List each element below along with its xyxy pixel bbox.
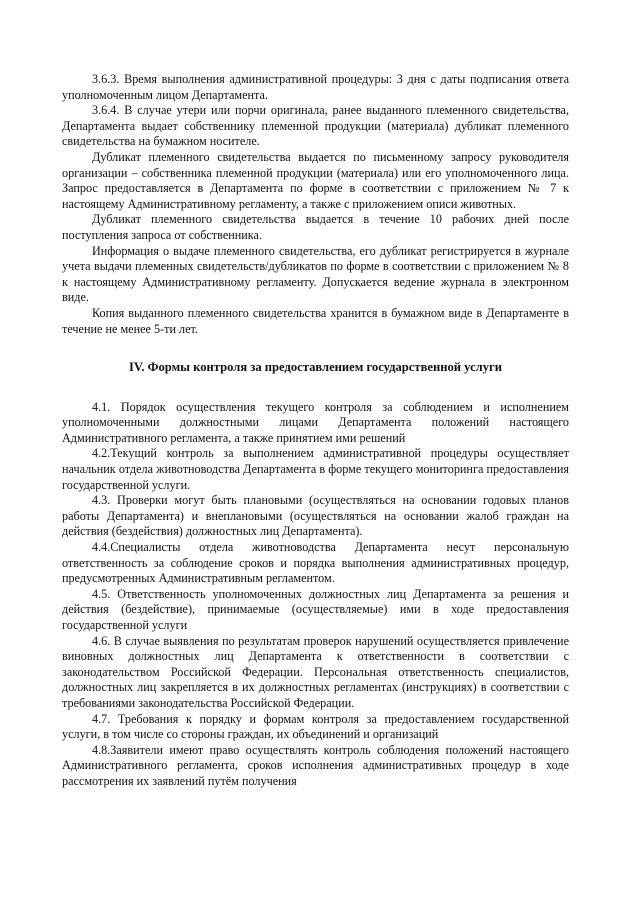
paragraph-4-7: 4.7. Требования к порядку и формам контроля за предоставлением государственной услуги, в том числе со стороны граждан, их объединений и организаций [62,711,569,742]
paragraph-4-3: 4.3. Проверки могут быть плановыми (осуществляться на основании годовых планов работы Департамента) и внеплановыми (осуществляться на основании жалоб граждан на действия (бездействия) должностных лиц Департамента). [62,493,569,539]
spacer [62,337,569,360]
paragraph-4-4: 4.4.Специалисты отдела животноводства Департамента несут персональную ответственность за соблюдение сроков и порядка выполнения административных процедур, предусмотренных Административным регламентом. [62,540,569,586]
paragraph-4-1: 4.1. Порядок осуществления текущего контроля за соблюдением и исполнением уполномоченными должностными лицами Департамента положений настоящего Административного регламента, а также принятием ими решений [62,399,569,445]
paragraph-4-2: 4.2.Текущий контроль за выполнением административной процедуры осуществляет начальник отдела животноводства Департамента в форме текущего мониторинга предоставления государственной услуги. [62,446,569,492]
paragraph-3-6-4: 3.6.4. В случае утери или порчи оригинала, ранее выданного племенного свидетельства, Департамента выдает собственнику племенной продукции (материала) дубликат племенного свидетельства на бумажном носителе. [62,103,569,149]
paragraph-duplicate-request: Дубликат племенного свидетельства выдается по письменному запросу руководителя организации – собственника племенной продукции (материала) или его уполномоченного лица. Запрос предоставляется в Департамента по форме в соответствии с приложением № 7 к настоящему Административному регламенту, а также с приложением описи животных. [62,149,569,211]
document-body [62,72,569,790]
section-heading: IV. Формы контроля за предоставлением государственной услуги [128,360,503,375]
paragraph-4-6: 4.6. В случае выявления по результатам проверок нарушений осуществляется привлечение виновных должностных лиц Департамента к ответственности в соответствии с законодательством Российской Федерации. Персональная ответственность специалистов, должностных лиц закрепляется в их должностных регламентах (инструкциях) в соответствии с требованиями законодательства Российской Федерации. [62,633,569,710]
paragraph-copy-storage: Копия выданного племенного свидетельства хранится в бумажном виде в Департаменте в течение не менее 5-ти лет. [62,305,569,336]
paragraph-4-8: 4.8.Заявители имеют право осуществлять контроль соблюдения положений настоящего Административного регламента, сроков исполнения административных процедур в ходе рассмотрения их заявлений путём получения [62,742,569,788]
paragraph-duplicate-term: Дубликат племенного свидетельства выдается в течение 10 рабочих дней после поступления запроса от собственника. [62,212,569,242]
spacer [62,376,569,400]
paragraph-3-6-3: 3.6.3. Время выполнения административной процедуры: 3 дня с даты подписания ответа уполномоченным лицом Департамента. [62,72,569,102]
paragraph-registration-journal: Информация о выдаче племенного свидетельства, его дубликат регистрируется в журнале учета выдачи племенных свидетельств/дубликатов по форме в соответствии с приложением № 8 к настоящему Административному регламенту. Допускается ведение журнала в электронном виде. [62,243,569,305]
paragraph-4-5: 4.5. Ответственность уполномоченных должностных лиц Департамента за решения и действия (бездействие), принимаемые (осуществляемые) ими в ходе предоставления государственной услуги [62,586,569,632]
